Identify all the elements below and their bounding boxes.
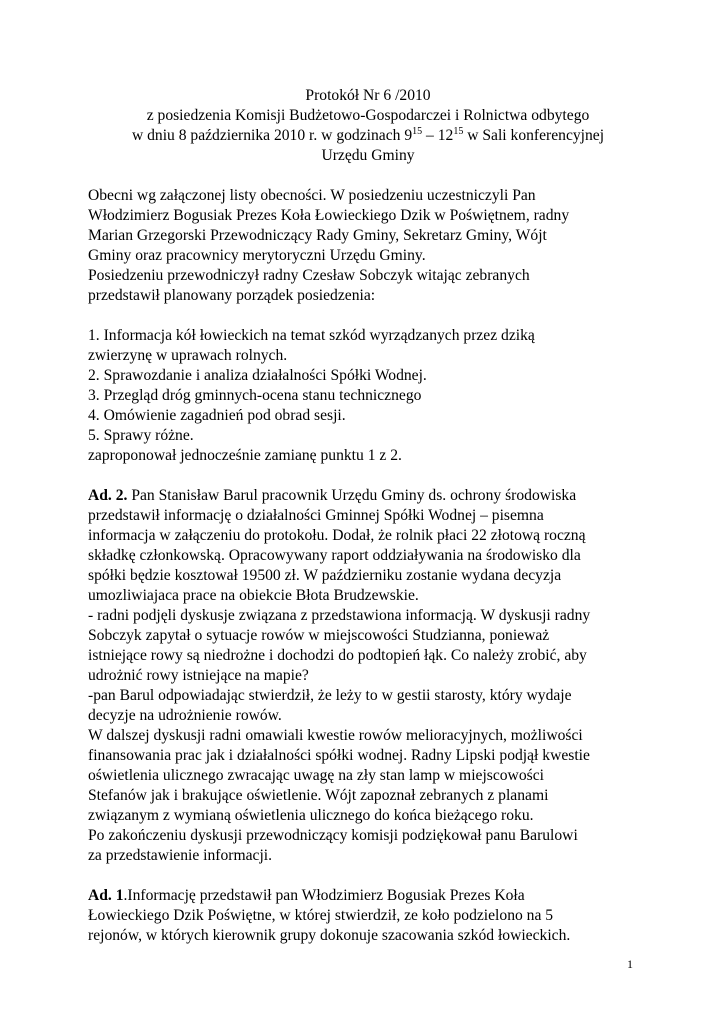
text-line: Marian Grzegorski Przewodniczący Rady Gminy, Sekretarz Gminy, Wójt	[88, 227, 547, 244]
end-minutes: 15	[453, 126, 464, 137]
agenda-item: 4. Omówienie zagadnień pod obrad sesji.	[88, 407, 346, 424]
text-line: udrożnić rowy istniejące na mapie?	[88, 667, 309, 684]
ad1-first-line: .Informację przedstawił pan Włodzimierz Bogusiak Prezes Koła	[123, 887, 525, 904]
ad2-first-line: Pan Stanisław Barul pracownik Urzędu Gminy ds. ochrony środowiska	[127, 487, 577, 504]
text-line: oświetlenia ulicznego zwracając uwagę na zły stan lamp w miejscowości	[88, 767, 544, 784]
text-line: W dalszej dyskusji radni omawiali kwestie rowów melioracyjnych, możliwości	[88, 727, 583, 744]
agenda-item: 3. Przegląd dróg gminnych-ocena stanu technicznego	[88, 387, 422, 404]
protocol-header	[88, 86, 648, 166]
text-line: rejonów, w których kierownik grupy dokonuje szacowania szkód łowieckich.	[88, 927, 571, 944]
text-line: związanym z wymianą oświetlenia ulicznego do końca bieżącego roku.	[88, 807, 534, 824]
text-line	[88, 886, 648, 906]
text-line	[88, 486, 648, 506]
text-line: istniejące rowy są niedrożne i dochodzi do podtopień łąk. Co należy zrobić, aby	[88, 647, 587, 664]
text-line: Sobczyk zapytał o sytuacje rowów w miejscowości Studzianna, ponieważ	[88, 627, 550, 644]
subtitle-date-text: w dniu 8 października 2010 r. w godzinach 9	[131, 127, 413, 144]
text-line: finansowania prac jak i działalności spółki wodnej. Radny Lipski podjął kwestie	[88, 747, 590, 764]
text-line: Łowieckiego Dzik Poświętne, w której stwierdził, ze koło podzielono na 5	[88, 907, 554, 924]
text-line: Stefanów jak i brakujące oświetlenie. Wójt zapoznał zebranych z planami	[88, 787, 549, 804]
agenda-item: 2. Sprawozdanie i analiza działalności Spółki Wodnej.	[88, 367, 427, 384]
text-line: decyzje na udrożnienie rowów.	[88, 707, 282, 724]
spacer	[88, 166, 648, 186]
subtitle-location-text: w Sali konferencyjnej	[463, 127, 605, 144]
text-line: Włodzimierz Bogusiak Prezes Koła Łowieckiego Dzik w Poświętnem, radny	[88, 207, 570, 224]
text-line: umozliwiajaca prace na obiekcie Błota Brudzewskie.	[88, 587, 419, 604]
protocol-subtitle-line-2	[88, 126, 648, 146]
subtitle-dash-text: – 12	[422, 127, 454, 144]
document-page	[88, 86, 648, 946]
text-line: przedstawił informację o działalności Gminnej Spółki Wodnej – pisemna	[88, 507, 544, 524]
text-line: Po zakończeniu dyskusji przewodniczący komisji podziękował panu Barulowi	[88, 827, 578, 844]
ad1-label: Ad. 1	[88, 887, 124, 904]
text-line: - radni podjęli dyskusje związana z przedstawiona informacją. W dyskusji radny	[88, 607, 591, 624]
protocol-subtitle-line-1: z posiedzenia Komisji Budżetowo-Gospodarczei i Rolnictwa odbytego	[146, 107, 590, 124]
text-line: za przedstawienie informacji.	[88, 847, 273, 864]
agenda-item: 1. Informacja kół łowieckich na temat szkód wyrządzanych przez dziką	[88, 327, 535, 344]
text-line: Gminy oraz pracownicy merytoryczni Urzędu Gminy.	[88, 247, 426, 264]
attendance-paragraph	[88, 186, 648, 306]
text-line: składkę członkowską. Opracowywany raport oddziaływania na środowisko dla	[88, 547, 581, 564]
spacer	[88, 466, 648, 486]
protocol-subtitle-line-3: Urzędu Gminy	[321, 147, 415, 164]
text-line: Obecni wg załączonej listy obecności. W posiedzeniu uczestniczyli Pan	[88, 187, 536, 204]
text-line: Posiedzeniu przewodniczył radny Czesław Sobczyk witając zebranych	[88, 267, 530, 284]
protocol-title: Protokół Nr 6 /2010	[305, 87, 431, 104]
start-minutes: 15	[412, 126, 423, 137]
ad2-section	[88, 486, 648, 866]
agenda-list	[88, 326, 648, 466]
text-line: przedstawił planowany porządek posiedzenia:	[88, 287, 376, 304]
agenda-item: 5. Sprawy różne.	[88, 427, 194, 444]
text-line: spółki będzie kosztował 19500 zł. W październiku zostanie wydana decyzja	[88, 567, 562, 584]
text-line: -pan Barul odpowiadając stwierdził, że leży to w gestii starosty, który wydaje	[88, 687, 572, 704]
ad1-section	[88, 886, 648, 946]
page-number: 1	[627, 957, 633, 971]
spacer	[88, 306, 648, 326]
text-line: informacja w załączeniu do protokołu. Dodał, że rolnik płaci 22 złotową roczną	[88, 527, 586, 544]
agenda-item: zwierzynę w uprawach rolnych.	[88, 347, 288, 364]
spacer	[88, 866, 648, 886]
agenda-note: zaproponował jednocześnie zamianę punktu 1 z 2.	[88, 447, 402, 464]
ad2-label: Ad. 2.	[88, 487, 128, 504]
